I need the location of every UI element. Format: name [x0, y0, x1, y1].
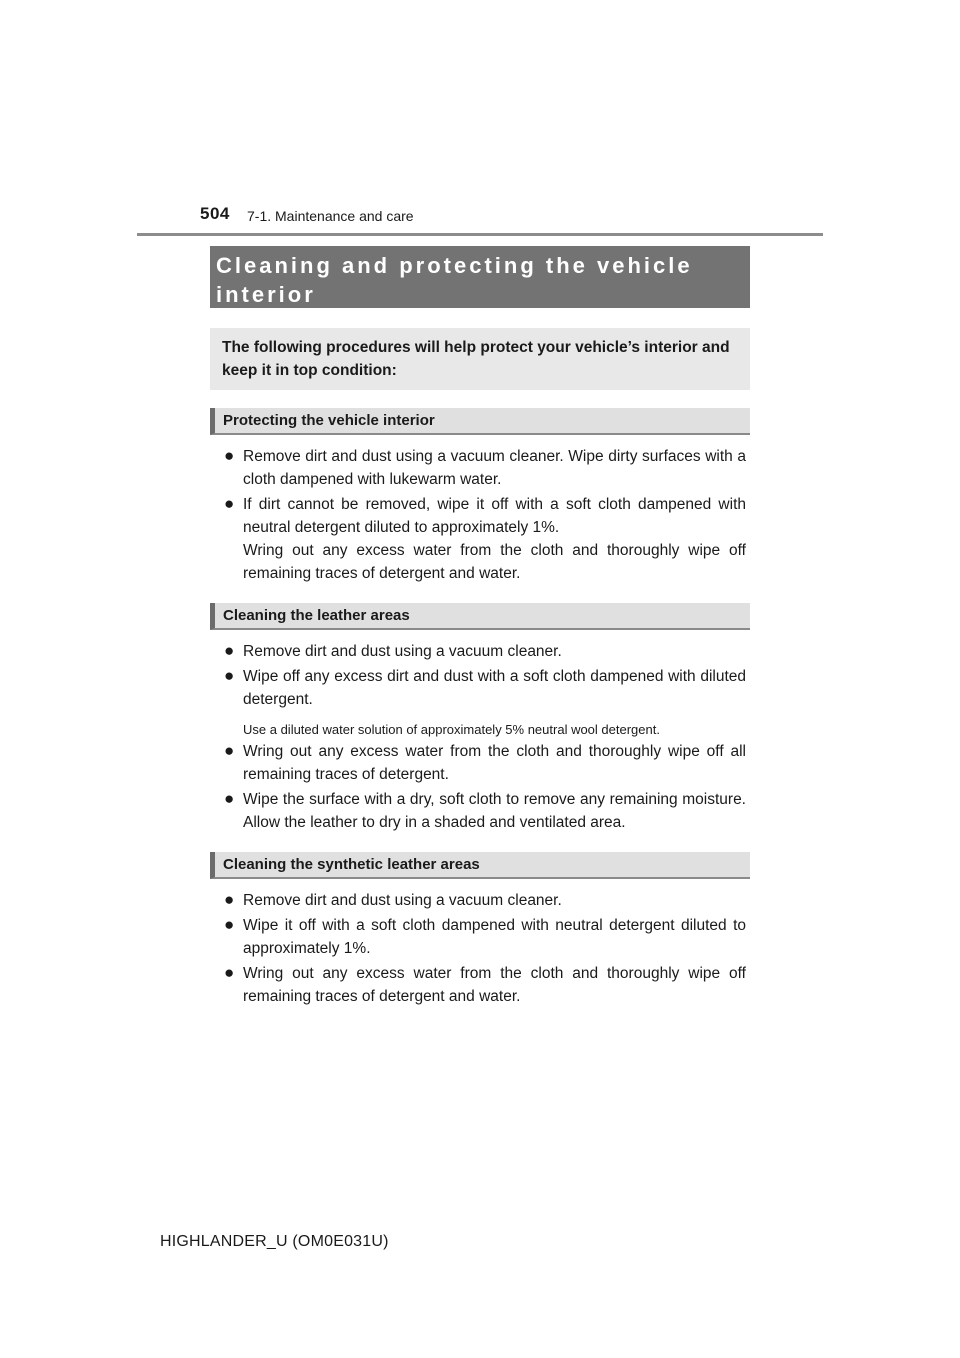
list-item-note: Use a diluted water solution of approximately 5% neutral wool detergent.: [243, 722, 660, 737]
list-item-text: If dirt cannot be removed, wipe it off with a soft cloth dampened with neutral detergent diluted to approximately 1%.: [243, 496, 746, 536]
list-item-text: Wring out any excess water from the cloth and thoroughly wipe off remaining traces of detergent and water.: [243, 965, 746, 1005]
list-item: [224, 889, 750, 912]
list-item-text-group: [243, 493, 750, 585]
section-list-protecting: [210, 445, 750, 585]
bullet-icon: ●: [224, 789, 235, 808]
section-list-leather: [210, 640, 750, 834]
list-item-text: Remove dirt and dust using a vacuum cleaner. Wipe dirty surfaces with a cloth dampened with lukewarm water.: [243, 448, 746, 488]
footer-model-code: HIGHLANDER_U (OM0E031U): [160, 1233, 389, 1250]
page-number: 504: [200, 204, 230, 223]
list-item: [224, 640, 750, 663]
bullet-icon: ●: [224, 741, 235, 760]
section-heading-leather: Cleaning the leather areas: [210, 603, 750, 630]
bullet-icon: ●: [224, 890, 235, 909]
bullet-icon: ●: [224, 915, 235, 934]
section-path: 7-1. Maintenance and care: [247, 208, 414, 224]
list-item-text: Remove dirt and dust using a vacuum cleaner.: [243, 892, 562, 909]
list-item-text: Wipe off any excess dirt and dust with a soft cloth dampened with diluted detergent.: [243, 668, 746, 708]
list-item: [224, 788, 750, 834]
section-heading-protecting: Protecting the vehicle interior: [210, 408, 750, 435]
list-item: [224, 493, 750, 585]
page-title: Cleaning and protecting the vehicle interior: [210, 246, 750, 308]
bullet-icon: ●: [224, 446, 235, 465]
list-item-text: Wipe the surface with a dry, soft cloth to remove any remaining moisture. Allow the leather to dry in a shaded and ventilated area.: [243, 791, 746, 831]
bullet-icon: ●: [224, 963, 235, 982]
list-item: [224, 914, 750, 960]
list-item-text: Wipe it off with a soft cloth dampened with neutral detergent diluted to approximately 1%.: [243, 917, 746, 957]
list-item-text-continued: Wring out any excess water from the cloth and thoroughly wipe off remaining traces of detergent and water.: [243, 542, 746, 582]
list-item: [224, 740, 750, 786]
list-item: [224, 665, 750, 711]
bullet-icon: ●: [224, 641, 235, 660]
list-item-text: Wring out any excess water from the cloth and thoroughly wipe off all remaining traces of detergent.: [243, 743, 746, 783]
section-heading-synthetic-leather: Cleaning the synthetic leather areas: [210, 852, 750, 879]
header-rule: [137, 233, 823, 236]
intro-text: The following procedures will help protect your vehicle’s interior and keep it in top condition:: [210, 328, 750, 390]
list-item: [224, 445, 750, 491]
list-item-text: Remove dirt and dust using a vacuum cleaner.: [243, 643, 562, 660]
bullet-icon: ●: [224, 494, 235, 513]
list-item: [224, 962, 750, 1008]
bullet-icon: ●: [224, 666, 235, 685]
section-list-synthetic-leather: [210, 889, 750, 1008]
page-content: [210, 246, 750, 1010]
